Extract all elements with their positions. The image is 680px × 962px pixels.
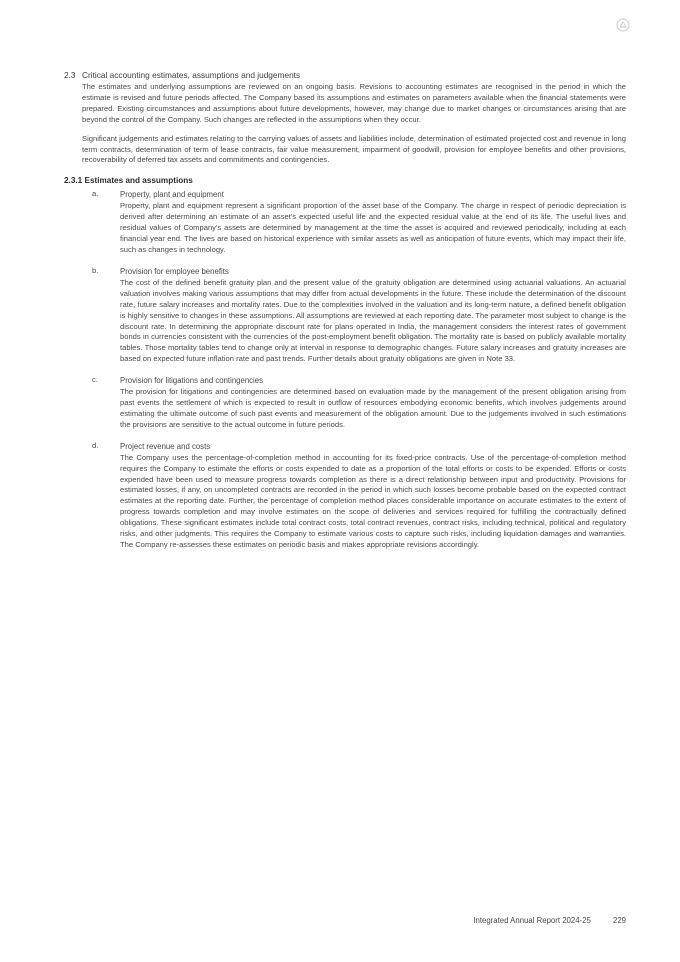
main-content <box>64 70 626 561</box>
item-paragraph: The Company uses the percentage-of-completion method in accounting for its fixed-price contracts. Use of the percentage-of-completion method requires the Company to estimate the efforts or costs expended to date as a proportion of the total efforts or costs to be expended. Efforts or costs expended have been used to measure progress towards completion as there is a direct relationship between input and productivity. Provisions for estimated losses, if any, on uncompleted contracts are recorded in the period in which such losses become probable based on the expected contract estimates at the reporting date. Further, the percentage of completion method places considerable importance on accurate estimates to the extent of progress towards completion and may involve estimates on the scope of deliveries and services required for fulfilling the contractually defined obligations. These significant estimates include total contract costs, total contract revenues, contract risks, including technical, political and regulatory risks, and other judgments. This requires the Company to estimate various costs to capture such risks, including liquidation damages and warranties. The Company re-assesses these estimates on periodic basis and makes appropriate revisions accordingly. <box>120 452 626 549</box>
section-paragraph: Significant judgements and estimates relating to the carrying values of assets and liabilities include, determination of estimated projected cost and revenue in long term contracts, determination of term of lease contracts, fair value measurement, impairment of goodwill, provision for employee benefits and other provisions, recoverability of deferred tax assets and commitments and contingencies. <box>82 133 626 165</box>
item-paragraph: The provision for litigations and contingencies are determined based on evaluation made by the management of the present obligation arising from past events the settlement of which is expected to result in outflow of resources embodying economic benefits, which involves judgements around estimating the ultimate outcome of such past events and measurement of the obligation amount. Due to the judgements involved in such estimations the provisions are sensitive to the actual outcome in future periods. <box>120 387 626 429</box>
section-paragraph: The estimates and underlying assumptions are reviewed on an ongoing basis. Revisions to accounting estimates are recognised in the period in which the estimate is revised and future periods affected. The Company based its assumptions and estimates on parameters available when the financial statements were prepared. Existing circumstances and assumptions about future developments, however, may change due to market changes or circumstances arising that are beyond the control of the Company. Such changes are reflected in the assumptions when they occur. <box>82 82 626 124</box>
item-title: Provision for employee benefits <box>120 266 229 276</box>
item-paragraph: Property, plant and equipment represent a significant proportion of the asset base of the Company. The charge in respect of periodic depreciation is derived after determining an estimate of an asset's expected useful life and the expected residual value at the end of its life. The useful lives and residual values of Company's assets are determined by management at the time the asset is acquired and reviewed periodically, including at each financial year end. The lives are based on historical experience with similar assets as well as anticipation of future events, which may impact their life, such as changes in technology. <box>120 201 626 254</box>
list-item <box>64 375 626 431</box>
report-title: Integrated Annual Report 2024-25 <box>473 916 591 925</box>
subsection-title: 2.3.1 Estimates and assumptions <box>64 176 193 186</box>
item-label: d. <box>92 440 99 450</box>
page-number: 229 <box>612 916 626 925</box>
item-label: a. <box>92 189 99 199</box>
section-title: Critical accounting estimates, assumptions and judgements <box>82 70 301 80</box>
item-label: c. <box>92 375 98 385</box>
list-item <box>64 266 626 365</box>
item-title: Project revenue and costs <box>120 441 211 451</box>
item-title: Provision for litigations and contingencies <box>120 376 264 386</box>
section-heading <box>64 70 626 81</box>
item-label: b. <box>92 265 99 275</box>
page-footer <box>473 916 626 925</box>
list-item <box>64 441 626 551</box>
item-title: Property, plant and equipment <box>120 190 224 200</box>
list-item <box>64 189 626 256</box>
item-paragraph: The cost of the defined benefit gratuity plan and the present value of the gratuity obligation are determined using actuarial valuations. An actuarial valuation involves making various assumptions that may differ from actual developments in the future. These include the determination of the discount rate, future salary increases and mortality rates. Due to the complexities involved in the valuation and its long-term nature, a defined benefit obligation is highly sensitive to changes in these assumptions. All assumptions are reviewed at each reporting date. The parameter most subject to change is the discount rate. In determining the appropriate discount rate for plans operated in India, the management considers the interest rates of government bonds in currencies consistent with the currencies of the post-employment benefit obligation. The mortality rate is based on publicly available mortality tables. Those mortality tables tend to change only at interval in response to demographic changes. Future salary increases and gratuity increases are based on expected future inflation rate and past trends. Further details about gratuity obligations are given in Note 33. <box>120 277 626 364</box>
section-number: 2.3 <box>64 70 76 80</box>
company-logo-icon <box>616 18 630 32</box>
